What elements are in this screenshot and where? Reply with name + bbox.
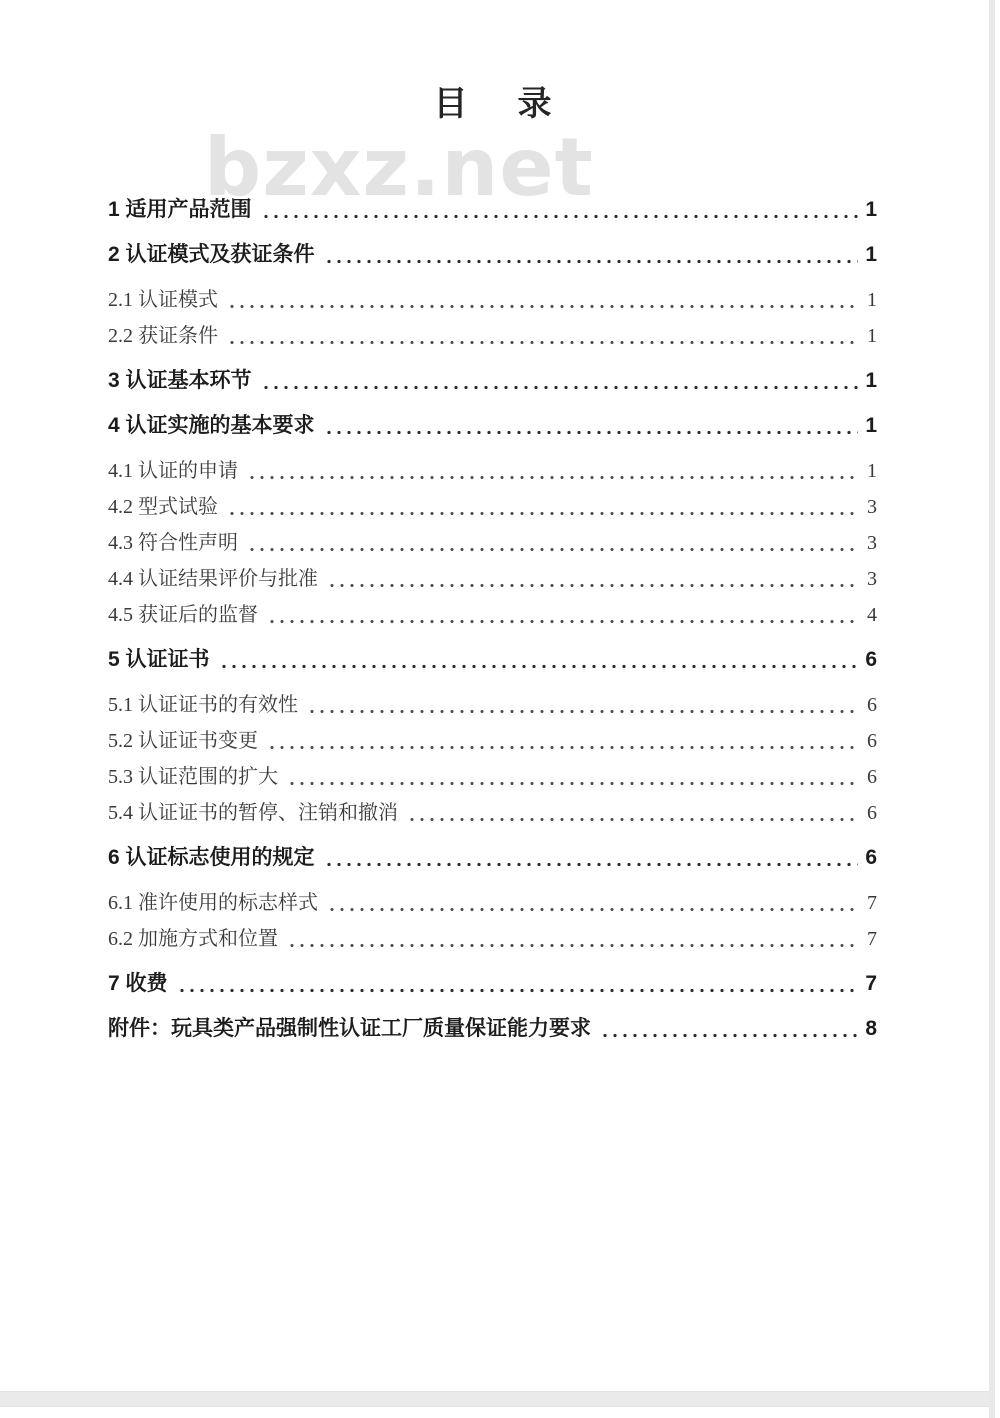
toc-entry-page: 1 [865, 369, 877, 392]
toc-entry-page: 6 [867, 694, 877, 716]
toc-entry-page: 1 [865, 243, 877, 266]
toc-entry-label: 5.3 认证范围的扩大 [108, 766, 278, 788]
toc-entry-label: 7 收费 [108, 972, 168, 995]
toc-entry-label: 2.2 获证条件 [108, 325, 218, 347]
toc-entry-page: 1 [865, 198, 877, 221]
dot-leader [258, 726, 867, 756]
dot-leader [318, 888, 867, 918]
toc-entry-page: 1 [867, 460, 877, 482]
toc-entry-label: 4.1 认证的申请 [108, 460, 238, 482]
toc-entry-label: 6 认证标志使用的规定 [108, 846, 315, 869]
page-title: 目 录 [433, 86, 560, 123]
toc-entry-label: 4.4 认证结果评价与批准 [108, 568, 318, 590]
toc-entry-page: 1 [865, 414, 877, 437]
toc-entry-label: 1 适用产品范围 [108, 198, 252, 221]
toc-entry [108, 321, 877, 351]
toc-entry-page: 6 [867, 730, 877, 752]
toc-entry [108, 456, 877, 486]
toc-entry [108, 726, 877, 756]
toc-entry-label: 4.3 符合性声明 [108, 532, 238, 554]
dot-leader [252, 366, 866, 396]
dot-leader [218, 285, 867, 315]
dot-leader [252, 195, 866, 225]
toc-entry [108, 285, 877, 315]
page-separator [0, 1391, 993, 1407]
toc-entry-page: 7 [867, 892, 877, 914]
dot-leader [591, 1014, 865, 1044]
toc-entry [108, 924, 877, 954]
dot-leader [238, 528, 867, 558]
toc-entry-label: 2.1 认证模式 [108, 289, 218, 311]
toc-entry [108, 528, 877, 558]
toc-entry [108, 366, 877, 396]
toc-entry-label: 5.1 认证证书的有效性 [108, 694, 298, 716]
toc-list [108, 195, 877, 1044]
toc-entry-page: 3 [867, 532, 877, 554]
toc-entry-page: 4 [867, 604, 877, 626]
toc-entry-label: 3 认证基本环节 [108, 369, 252, 392]
dot-leader [318, 564, 867, 594]
toc-entry [108, 564, 877, 594]
toc-entry-page: 3 [867, 568, 877, 590]
toc-entry-label: 5.2 认证证书变更 [108, 730, 258, 752]
toc-entry-page: 6 [867, 766, 877, 788]
toc-entry [108, 969, 877, 999]
toc-entry-label: 4.5 获证后的监督 [108, 604, 258, 626]
toc-entry-page: 3 [867, 496, 877, 518]
dot-leader [315, 411, 866, 441]
dot-leader [298, 690, 867, 720]
toc-entry-page: 7 [867, 928, 877, 950]
dot-leader [398, 798, 867, 828]
dot-leader [218, 492, 867, 522]
toc-entry-label: 4 认证实施的基本要求 [108, 414, 315, 437]
toc-entry-page: 6 [867, 802, 877, 824]
toc-entry [108, 411, 877, 441]
dot-leader [210, 645, 866, 675]
toc-entry-label: 5.4 认证证书的暂停、注销和撤消 [108, 802, 398, 824]
toc-entry [108, 1014, 877, 1044]
toc-entry [108, 645, 877, 675]
toc-entry [108, 195, 877, 225]
toc-entry-label: 4.2 型式试验 [108, 496, 218, 518]
toc-entry-label: 5 认证证书 [108, 648, 210, 671]
toc-entry [108, 798, 877, 828]
dot-leader [238, 456, 867, 486]
dot-leader [278, 762, 867, 792]
toc-entry [108, 492, 877, 522]
dot-leader [315, 843, 866, 873]
page-right-edge [989, 0, 995, 1418]
toc-entry [108, 888, 877, 918]
toc-entry-page: 6 [865, 846, 877, 869]
toc-entry [108, 600, 877, 630]
dot-leader [258, 600, 867, 630]
toc-entry [108, 762, 877, 792]
toc-entry-label: 6.1 准许使用的标志样式 [108, 892, 318, 914]
dot-leader [278, 924, 867, 954]
toc-entry-page: 1 [867, 289, 877, 311]
toc-entry-label: 附件：玩具类产品强制性认证工厂质量保证能力要求 [108, 1017, 591, 1040]
toc-entry [108, 240, 877, 270]
toc-entry [108, 843, 877, 873]
dot-leader [168, 969, 866, 999]
toc-entry-page: 6 [865, 648, 877, 671]
dot-leader [315, 240, 866, 270]
toc-entry [108, 690, 877, 720]
toc-entry-page: 8 [865, 1017, 877, 1040]
toc-entry-page: 1 [867, 325, 877, 347]
dot-leader [218, 321, 867, 351]
toc-entry-label: 2 认证模式及获证条件 [108, 243, 315, 266]
watermark-text: bzxz.net [204, 121, 594, 214]
toc-entry-page: 7 [865, 972, 877, 995]
toc-entry-label: 6.2 加施方式和位置 [108, 928, 278, 950]
